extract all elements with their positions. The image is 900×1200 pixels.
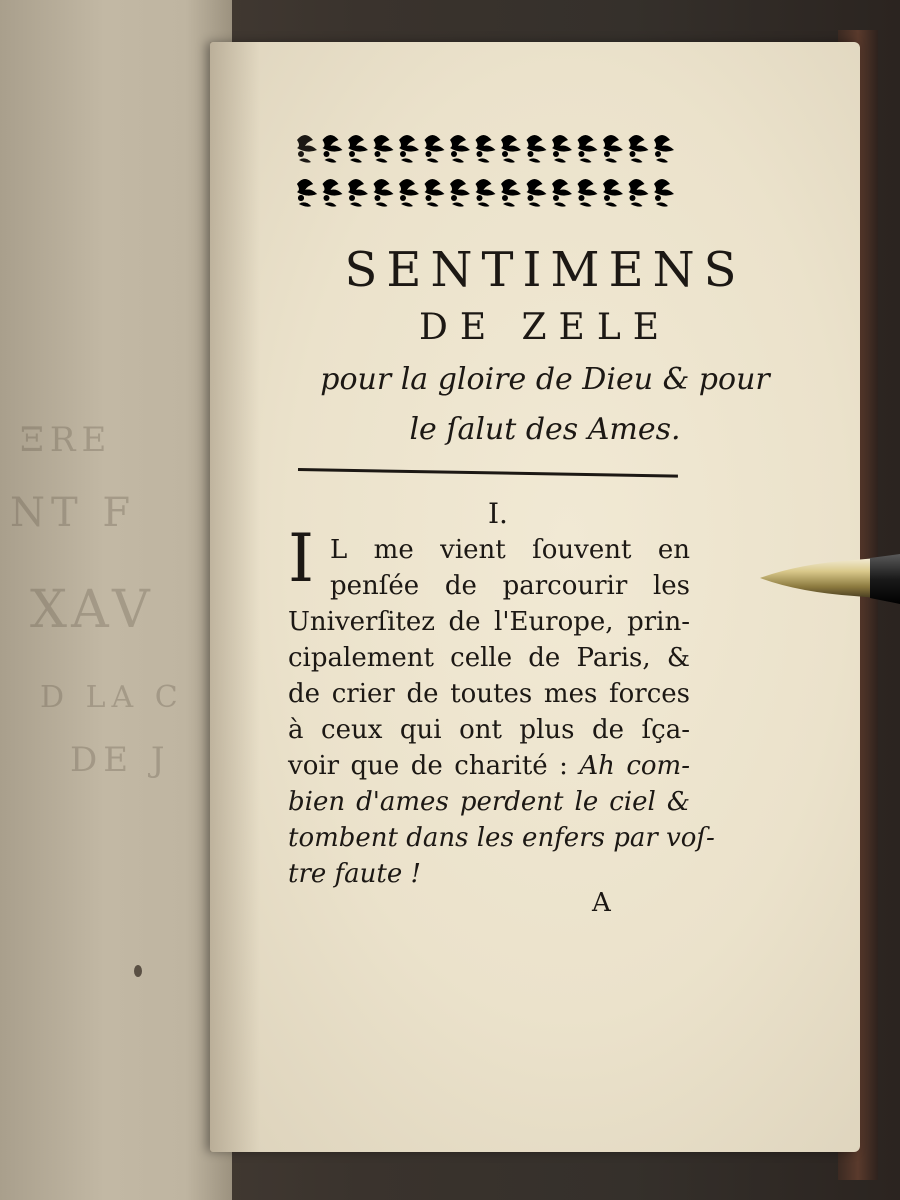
fleuron-ornament — [323, 135, 343, 163]
body-text — [288, 532, 715, 892]
body-line: de crier de toutes mes forces — [288, 679, 690, 709]
bleed-through-text: D LA C — [40, 680, 184, 715]
fleuron-ornament — [578, 179, 598, 207]
fleuron-ornament — [476, 179, 496, 207]
title-rule — [298, 468, 678, 478]
fleuron-ornament — [501, 135, 521, 163]
body-line: L me vient ſouvent en — [330, 535, 690, 565]
fleuron-ornament — [501, 179, 521, 207]
fleuron-ornament — [425, 179, 445, 207]
drop-cap: I — [288, 520, 315, 597]
fleuron-ornament — [603, 135, 623, 163]
fleuron-ornament — [654, 135, 674, 163]
body-line: penſée de parcourir les — [330, 571, 690, 601]
italic-line: tre faute ! — [288, 859, 421, 889]
title-line-3: pour la gloire de Dieu & pour — [320, 362, 770, 397]
fleuron-ornament — [450, 135, 470, 163]
fleuron-ornament — [323, 179, 343, 207]
italic-line: Ah com- — [579, 751, 690, 781]
title-line-2: DE ZELE — [418, 307, 672, 348]
italic-line: bien d'ames perdent le ciel & — [288, 787, 690, 817]
ornament-headpiece — [295, 130, 677, 220]
fleuron-ornament — [399, 179, 419, 207]
fleuron-ornament — [654, 179, 674, 207]
catchword: A — [592, 888, 611, 918]
ink-blot — [134, 965, 142, 977]
fleuron-ornament — [629, 135, 649, 163]
fleuron-ornament — [527, 135, 547, 163]
body-line: voir que de charité : — [288, 751, 568, 781]
body-line: à ceux qui ont plus de ſça- — [288, 715, 690, 745]
fleuron-ornament — [374, 135, 394, 163]
fleuron-ornament — [527, 179, 547, 207]
fleuron-ornament — [578, 135, 598, 163]
title-line-4: le ſalut des Ames. — [409, 412, 681, 447]
fleuron-ornament — [297, 179, 317, 207]
title-line-1: SENTIMENS — [344, 242, 746, 298]
fleuron-ornament — [552, 179, 572, 207]
bleed-through-text: DE J — [70, 740, 171, 780]
body-line: Univerſitez de l'Europe, prin- — [288, 607, 690, 637]
fleuron-ornament — [552, 135, 572, 163]
fountain-pen-icon — [758, 548, 900, 608]
bleed-through-text: ΞRE — [20, 420, 113, 460]
italic-line: tombent dans les enfers par voſ- — [288, 823, 715, 853]
body-line-mixed — [288, 748, 690, 784]
fleuron-ornament — [425, 135, 445, 163]
fleuron-ornament — [450, 179, 470, 207]
bleed-through-text: NT F — [10, 490, 137, 536]
fleuron-ornament — [348, 135, 368, 163]
section-numeral: I. — [488, 497, 508, 530]
page-gutter-shadow — [210, 42, 260, 1152]
fleuron-ornament — [399, 135, 419, 163]
fleuron-ornament — [476, 135, 496, 163]
fleuron-ornament — [603, 179, 623, 207]
fleuron-ornament — [348, 179, 368, 207]
fleuron-ornament — [629, 179, 649, 207]
left-page — [0, 0, 232, 1200]
bleed-through-text: XAV — [30, 580, 156, 640]
body-line: cipalement celle de Paris, & — [288, 643, 690, 673]
fleuron-ornament — [374, 179, 394, 207]
